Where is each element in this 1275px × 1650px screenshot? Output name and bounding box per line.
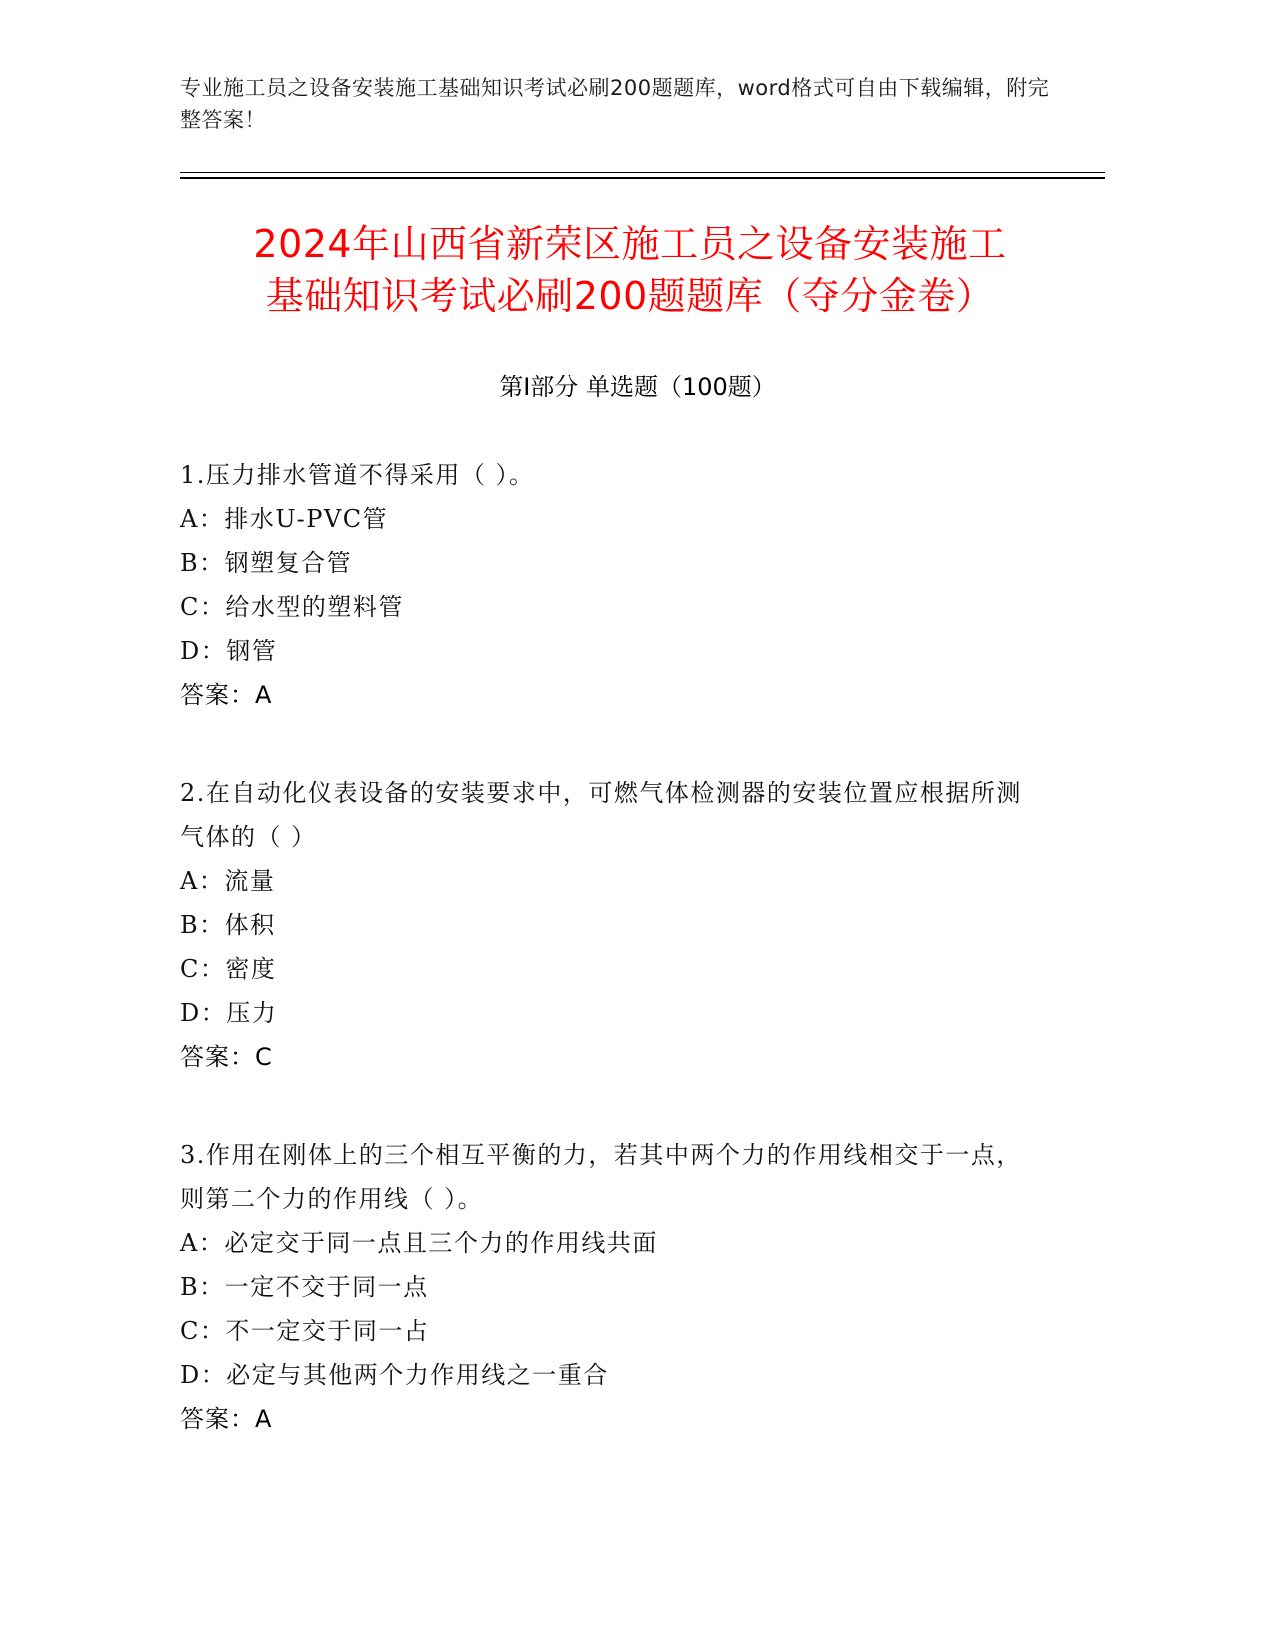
option-d: D：压力 — [180, 999, 278, 1027]
option-a: A：排水U-PVC管 — [180, 505, 389, 533]
header-note: 专业施工员之设备安装施工基础知识考试必刷200题题库，word格式可自由下载编辑，附完整答案！ — [180, 76, 1050, 132]
option-c: C：密度 — [180, 955, 277, 983]
document-title-line-1: 2024年山西省新荣区施工员之设备安装施工 — [253, 222, 1007, 266]
question-1 — [180, 453, 1030, 717]
option-a: A：必定交于同一点且三个力的作用线共面 — [180, 1229, 658, 1257]
question-stem: 2.在自动化仪表设备的安装要求中，可燃气体检测器的安装位置应根据所测气体的（ ） — [180, 779, 1022, 851]
option-c: C：给水型的塑料管 — [180, 593, 404, 621]
document-title — [180, 218, 1080, 322]
answer: 答案：A — [180, 681, 273, 709]
header-divider-thin — [180, 172, 1105, 173]
header-divider-thick — [180, 177, 1105, 179]
option-d: D：钢管 — [180, 637, 278, 665]
question-list — [180, 453, 1030, 1495]
answer: 答案：C — [180, 1043, 273, 1071]
question-3 — [180, 1133, 1030, 1441]
question-stem: 3.作用在刚体上的三个相互平衡的力，若其中两个力的作用线相交于一点，则第二个力的作用线（ ）。 — [180, 1141, 1022, 1213]
option-b: B：钢塑复合管 — [180, 549, 353, 577]
option-b: B：体积 — [180, 911, 276, 939]
answer: 答案：A — [180, 1405, 273, 1433]
document-title-line-2: 基础知识考试必刷200题题库（夺分金卷） — [265, 274, 995, 318]
option-b: B：一定不交于同一点 — [180, 1273, 429, 1301]
question-2 — [180, 771, 1030, 1079]
option-d: D：必定与其他两个力作用线之一重合 — [180, 1361, 609, 1389]
option-c: C：不一定交于同一占 — [180, 1317, 430, 1345]
section-title: 第Ⅰ部分 单选题（100题） — [499, 373, 776, 401]
question-stem: 1.压力排水管道不得采用（ ）。 — [180, 461, 535, 489]
option-a: A：流量 — [180, 867, 276, 895]
